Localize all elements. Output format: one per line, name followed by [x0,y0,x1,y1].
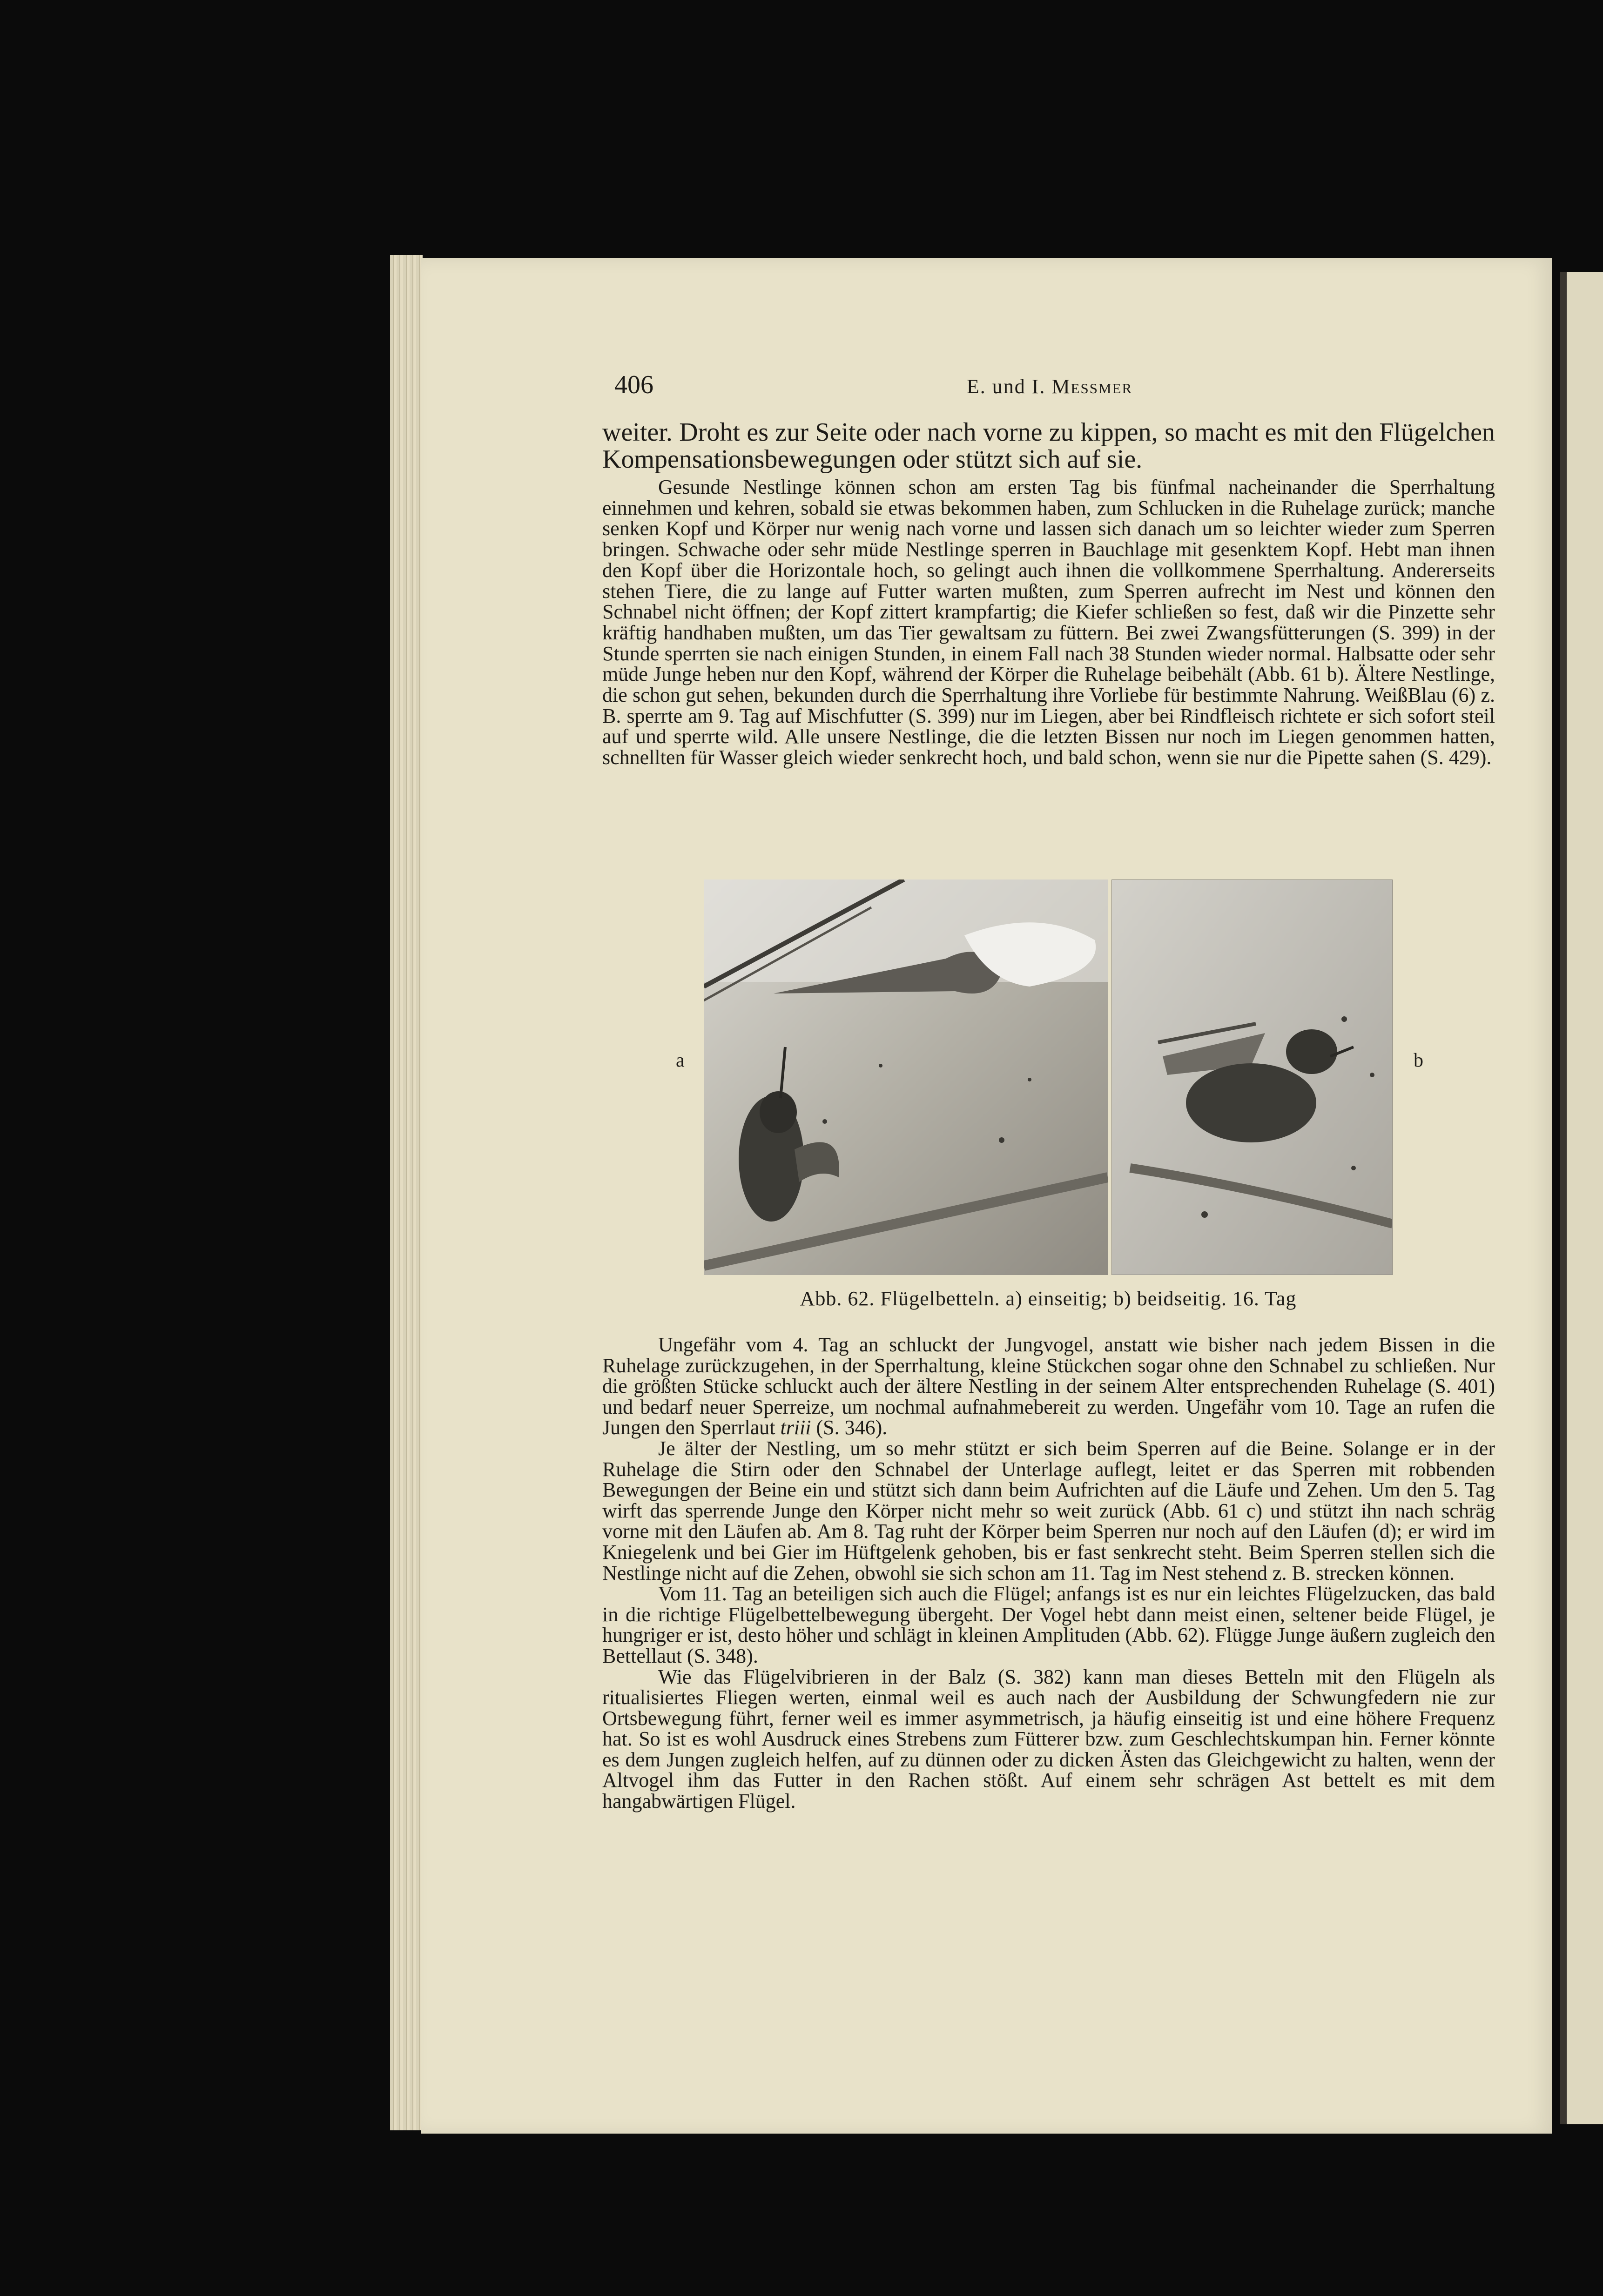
running-head-author: Messmer [1051,375,1133,398]
running-head [614,375,1485,398]
paragraph: Ungefähr vom 4. Tag an schluckt der Jungvogel, anstatt wie bisher nach jedem Bissen in die Ruhelage zurückzugehen, in der Sperrhaltung, kleine Stückchen sogar ohne den Schnabel zu schließen. Nur die größten Stücke schluckt auch der ältere Nestling in der seinem Alter entsprechenden Ruhelage (S. 401) und bedarf neuer Sperreize, um nochmal aufnahmebereit zu werden. Ungefähr vom 10. Tage an rufen die Jungen den Sperrlaut triii (S. 346). [602,1333,1495,1439]
page-header [614,370,1485,407]
paragraph: Gesunde Nestlinge können schon am ersten Tag bis fünfmal nacheinander die Sperrhaltung einnehmen und kehren, sobald sie etwas bekommen haben, zum Schlucken in die Ruhelage zurück; manche senken Kopf und Körper nur wenig nach vorne und lassen sich danach um so leichter wieder zum Sperren bringen. Schwache oder sehr müde Nestlinge sperren in Bauchlage mit gesenktem Kopf. Hebt man ihnen den Kopf über die Horizontale hoch, so gelingt auch ihnen die vollkommene Sperrhaltung. Andererseits stehen Tiere, die zu lange auf Futter warten mußten, zum Sperren aufrecht im Nest und können den Schnabel nicht öffnen; der Kopf zittert krampfartig; die Kiefer schließen so fest, daß wir die Pinzette sehr kräftig handhaben mußten, um das Tier gewaltsam zu füttern. Bei zwei Zwangsfütterungen (S. 399) in der Stunde sperrten sie nach einigen Stunden, in einem Fall nach 38 Stunden wieder normal. Halbsatte oder sehr müde Junge heben nur den Kopf, während der Körper die Ruhelage beibehält (Abb. 61 b). Ältere Nestlinge, die schon gut sehen, bekunden durch die Sperrhaltung ihre Vorliebe für bestimmte Nahrung. WeißBlau (6) z. B. sperrte am 9. Tag auf Mischfutter (S. 399) nur im Liegen, aber bei Rindfleisch richtete er sich sofort steil auf und sperrte wild. Alle unsere Nestlinge, die die letzten Bissen nur noch im Liegen genommen hatten, schnellten für Wasser gleich wieder senkrecht hoch, und bald schon, wenn sie nur die Pipette sahen (S. 429). [602,476,1495,769]
paragraph-block-lower [602,1335,1495,1812]
photo-b-two-sided-wing-begging [1111,879,1393,1275]
figure-label-a: a [676,1050,685,1071]
paragraph: Vom 11. Tag an beteiligen sich auch die Flügel; anfangs ist es nur ein leichtes Flügelzucken, das bald in die richtige Flügelbettelbewegung übergeht. Der Vogel hebt dann meist einen, seltener beide Flügel, je hungriger er ist, desto höher und schlägt in kleinen Amplituden (Abb. 62). Flügge Junge äußern zugleich den Bettellaut (S. 348). [602,1582,1495,1667]
figure-62 [676,879,1423,1275]
paragraph: weiter. Droht es zur Seite oder nach vorne zu kippen, so macht es mit den Flügelchen Kompensationsbewegungen oder stützt sich auf sie. [602,418,1495,474]
paragraph-continuation [602,419,1495,473]
paragraph-block-upper [602,477,1495,768]
paragraph: Wie das Flügelvibrieren in der Balz (S. 382) kann man dieses Betteln mit den Flügeln als ritualisiertes Fliegen werten, einmal weil es auch nach der Ausbildung der Schwungfedern nie zur Ortsbewegung führt, ferner weil es immer asymmetrisch, ja häufig einseitig ist und eine höhere Frequenz hat. So ist es wohl Ausdruck eines Strebens zum Fütterer bzw. zum Geschlechtskumpan hin. Ferner könnte es dem Jungen zugleich helfen, auf zu dünnen oder zu dicken Ästen das Gleichgewicht zu halten, wenn der Altvogel ihm das Futter in den Rachen stößt. Auf einem sehr schrägen Ast bettelt es mit dem hangabwärtigen Flügel. [602,1665,1495,1813]
page-block-edge [390,255,423,2130]
facing-page-edge [1560,272,1603,2124]
italic-term: triii [780,1416,811,1439]
photo-a-one-sided-wing-begging [704,879,1108,1275]
paragraph: Je älter der Nestling, um so mehr stützt er sich beim Sperren auf die Beine. Solange er in der Ruhelage die Stirn oder den Schnabel der Unterlage auflegt, leitet er das Sperren mit robbenden Bewegungen der Beine ein und stützt sich dann beim Aufrichten auf die Läufe und Zehen. Um den 5. Tag wirft das sperrende Junge den Körper nicht mehr so weit zurück (Abb. 61 c) und stützt ihn nach schräg vorne mit den Läufen ab. Am 8. Tag ruht der Körper beim Sperren nur noch auf den Läufen (d); er wird im Kniegelenk und bei Gier im Hüftgelenk gehoben, bis er fast senkrecht steht. Beim Sperren stellen sich die Nestlinge nicht auf die Zehen, obwohl sie sich schon am 11. Tag im Nest stehend z. B. strecken können. [602,1437,1495,1584]
running-head-initials: E. und I. [966,375,1052,398]
figure-caption: Abb. 62. Flügelbetteln. a) einseitig; b) beidseitig. 16. Tag [800,1287,1297,1310]
page-number: 406 [614,370,653,399]
figure-label-b: b [1414,1050,1423,1071]
